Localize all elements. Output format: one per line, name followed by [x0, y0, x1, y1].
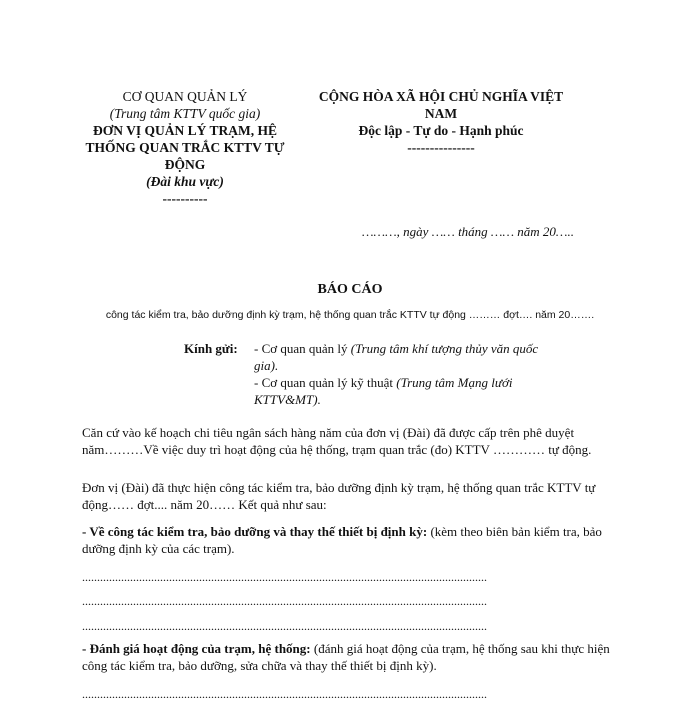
national-heading-block: [306, 88, 576, 156]
recipients-block: [184, 340, 564, 408]
unit-sub: (Đài khu vực): [146, 174, 224, 189]
dotted-fill-line: .......................................................................................................................................: [82, 594, 487, 608]
dotted-fill-line: .......................................................................................................................................: [82, 687, 487, 701]
date-line: ………, ngày …… tháng …… năm 20…..: [362, 224, 574, 239]
nation-name-line1: CỘNG HÒA XÃ HỘI CHỦ NGHĨA VIỆT: [318, 89, 564, 104]
agency-sub: (Trung tâm KTTV quốc gia): [109, 106, 261, 121]
unit-name-line1: ĐƠN VỊ QUẢN LÝ TRẠM, HỆ: [92, 123, 278, 138]
document-title: BÁO CÁO: [317, 282, 383, 297]
nation-name-line2: NAM: [424, 106, 458, 121]
header-left-divider: ----------: [162, 191, 208, 206]
section-heading: - Đánh giá hoạt động của trạm, hệ thống:: [82, 641, 311, 656]
recipients-label: Kính gửi:: [184, 341, 238, 356]
section-text: (đánh giá hoạt động của trạm, hệ thống sau khi thực hiện công tác kiểm tra, bảo dưỡng, sửa chữa và thay thế thiết bị định kỳ).: [82, 641, 610, 673]
recipient-item: [254, 340, 564, 374]
unit-name-line2: THỐNG QUAN TRẮC KTTV TỰ: [85, 140, 285, 155]
dotted-fill-line: .......................................................................................................................................: [82, 570, 487, 584]
section-text: (kèm theo biên bản kiểm tra, bảo dưỡng định kỳ của các trạm).: [82, 524, 602, 556]
issuing-agency-block: [78, 88, 292, 207]
recipient-detail: (Trung tâm Mạng lưới KTTV&MT).: [254, 375, 513, 407]
recipients-list: [254, 340, 564, 408]
header-right-divider: ---------------: [407, 140, 475, 155]
document-subtitle: công tác kiểm tra, bảo dưỡng định kỳ trạm, hệ thống quan trắc KTTV tự động ……… đợt…. năm 20…….: [105, 309, 595, 321]
national-motto: Độc lập - Tự do - Hạnh phúc: [358, 123, 524, 138]
section-evaluation: [82, 640, 620, 674]
section-heading: - Về công tác kiểm tra, bảo dưỡng và thay thế thiết bị định kỳ:: [82, 524, 428, 539]
recipient-prefix: - Cơ quan quản lý kỹ thuật: [254, 375, 397, 390]
dotted-fill-line: .......................................................................................................................................: [82, 619, 487, 633]
recipient-prefix: - Cơ quan quản lý: [254, 341, 351, 356]
unit-name-line3: ĐỘNG: [164, 157, 206, 172]
recipient-detail: (Trung tâm khí tượng thủy văn quốc gia).: [254, 341, 539, 373]
agency-name: CƠ QUAN QUẢN LÝ: [122, 89, 248, 104]
recipient-item: [254, 374, 564, 408]
section-maintenance: [82, 523, 620, 557]
paragraph-results-intro: Đơn vị (Đài) đã thực hiện công tác kiểm tra, bảo dưỡng định kỳ trạm, hệ thống quan trắc KTTV tự động…… đợt.... năm 20…… Kết quả như sau:: [82, 480, 596, 512]
paragraph-basis: Căn cứ vào kế hoạch chi tiêu ngân sách hàng năm của đơn vị (Đài) đã được cấp trên phê duyệt năm………Về việc duy trì hoạt động của hệ thống, trạm quan trắc (đo) KTTV ………… tự động.: [82, 425, 592, 457]
